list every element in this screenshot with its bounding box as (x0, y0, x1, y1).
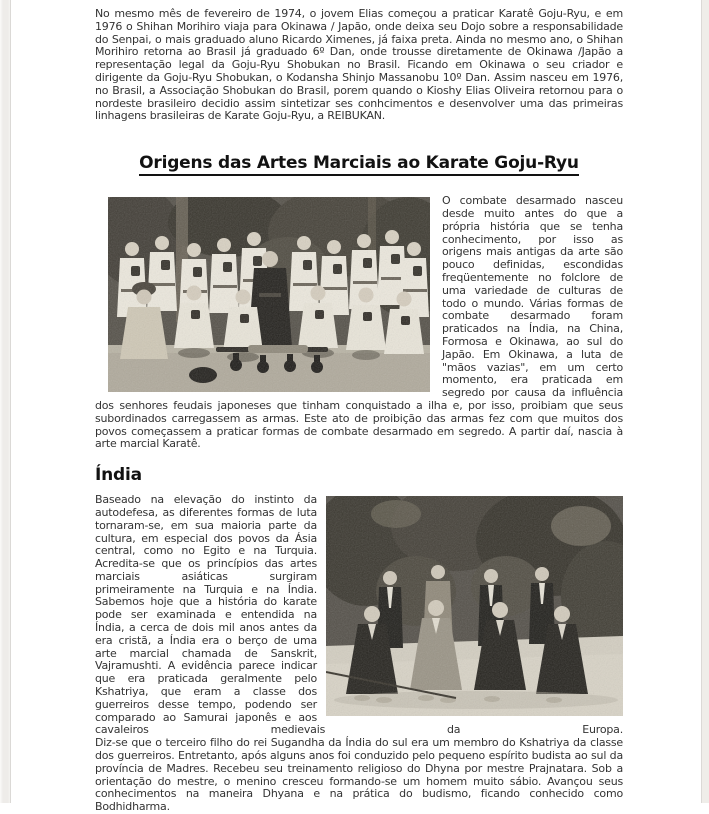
heading-origens-text: Origens das Artes Marciais ao Karate Goju-Ryu (139, 153, 579, 176)
section-origens (95, 195, 623, 451)
document-content (95, 0, 623, 814)
photo-india-masters-image (326, 496, 623, 716)
heading-origens (95, 153, 623, 173)
page-gutter-right (701, 0, 709, 803)
section-india (95, 494, 623, 814)
photo-karate-group-image (108, 197, 430, 392)
paragraph-origens: O combate desarmado nasceu desde muito antes do que a própria história que se tenha conhecimento, por isso as origens mais antigas da arte são pouco definidas, escondidas freqüentemente no folclore de uma variedade de culturas de todo o mundo. Várias formas de combate desarmado foram praticados na Índia, na China, Formosa e Okinawa, ao sul do Japão. Em Okinawa, a luta de "mãos vazias", em um certo momento, era praticada em segredo por causa da influência dos senhores feudais japoneses que tinham conquistado a ilha e, por isso, proibiam que seus subordinados carregassem as armas. Este ato de proibição das armas fez com que muitos dos povos começassem a praticar formas de combate desarmado em segredo. A partir daí, nascia à arte marcial Karatê. (95, 194, 623, 451)
heading-india: Índia (95, 465, 142, 486)
paragraph-intro: No mesmo mês de fevereiro de 1974, o jovem Elias começou a praticar Karatê Goju-Ryu, e em 1976 o Shihan Morihiro viaja para Okinawa / Japão, onde deixa seu Dojo sobre a responsabilidade do Senpai, o mais graduado aluno Ricardo Ximenes, já faixa preta. Ainda no mesmo ano, o Shihan Morihiro retorna ao Brasil já graduado 6º Dan, onde trousse diretamente de Okinawa /Japão a representação legal da Goju-Ryu Shobukan no Brasil. Ficando em Okinawa o seu criador e dirigente da Goju-Ryu Shobukan, o Kodansha Shinjo Massanobu 10º Dan. Assim nasceu em 1976, no Brasil, a Associação Shobukan do Brasil, porem quando o Kioshy Elias Oliveira retornou para o nordeste brasileiro decidio assim sintetizar ses conhcimentos e desenvolver uma das primeiras linhagens brasileiras de Karate Goju-Ryu, a REIBUKAN. (95, 7, 623, 123)
paragraph-india-1: Baseado na elevação do instinto da autodefesa, as diferentes formas de luta tornaram-se, em sua maioria parte da cultura, em especial dos povos da Ásia central, como no Egito e na Turquia. Acredita-se que os princípios das artes marciais asiáticas surgiram primeiramente na Turquia e na Índia. Sabemos hoje que a história do karate pode ser examinada e entendida na Índia, a cerca de dois mil anos antes da era cristã, a Índia era o berço de uma arte marcial chamada de Sanskrit, Vajramushti. A evidência parece indicar que era praticada geralmente pelo Kshatriya, que eram a classe dos guerreiros desse tempo, podendo ser comparado ao Samurai japonês e aos cavaleiros medievais da Europa. (95, 493, 623, 737)
photo-india-masters (326, 496, 623, 716)
photo-karate-group (108, 197, 430, 392)
paragraph-india-2: Diz-se que o terceiro filho do rei Sugandha da Índia do sul era um membro do Kshatriya da classe dos guerreiros. Entretanto, após alguns anos foi conduzido pelo pequeno espírito budista ao sul da província de Madres. Recebeu seu treinamento religioso do Dhyna por mestre Prajnatara. Sob a orientação do mestre, o menino cresceu formando-se um homem muito sábio. Avançou seus conhecimentos na maneira Dhyana e na prática do budismo, ficando conhecido como Bodhidharma. (95, 736, 623, 814)
page-gutter-left (0, 0, 11, 803)
